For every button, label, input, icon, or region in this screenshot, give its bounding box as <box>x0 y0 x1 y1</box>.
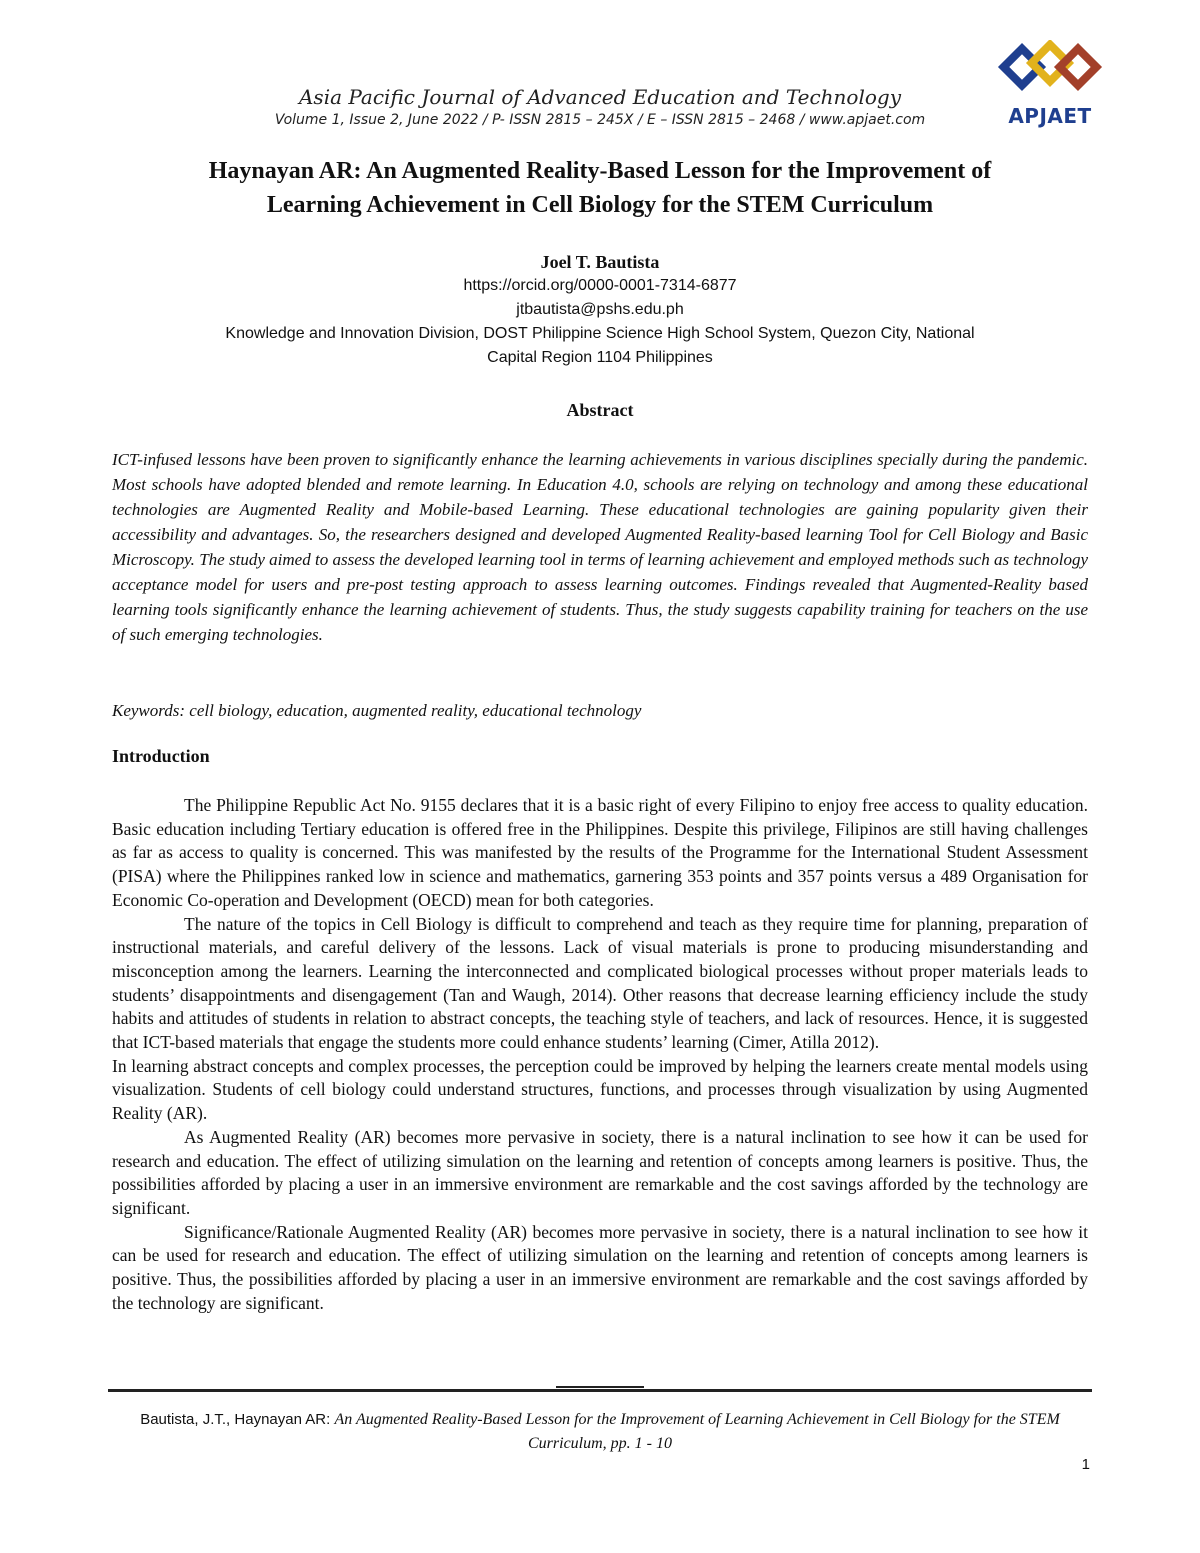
abstract-heading: Abstract <box>566 400 634 420</box>
intro-paragraph-2: The nature of the topics in Cell Biology is difficult to comprehend and teach as they require time for planning, preparation of instructional materials, and careful delivery of the lessons. Lack of visual materials is prone to producing misunderstanding and misconception among the learners. Learning the interconnected and complicated biological processes without proper materials leads to students’ disappointments and disengagement (Tan and Waugh, 2014). Other reasons that decrease learning efficiency include the study habits and attitudes of students in relation to abstract concepts, the teaching style of teachers, and lack of resources. Hence, it is suggested that ICT-based materials that engage the students more could enhance students’ learning (Cimer, Atilla 2012). <box>112 913 1088 1053</box>
intro-paragraph-4: As Augmented Reality (AR) becomes more pervasive in society, there is a natural inclination to see how it can be used for research and education. The effect of utilizing simulation on the learning and retention of concepts among learners is positive. Thus, the possibilities afforded by placing a user in an immersive environment are remarkable and the cost savings afforded by the technology are significant. <box>112 1126 1088 1218</box>
footer-divider <box>108 1389 1092 1392</box>
citation-title: An Augmented Reality-Based Lesson for the Improvement of Learning Achievement in Cell Biology for the STEM Curriculum, pp. 1 - 10 <box>334 1411 1060 1452</box>
introduction-body <box>112 794 1088 1315</box>
author-name: Joel T. Bautista <box>540 252 660 272</box>
author-affiliation-line-1: Knowledge and Innovation Division, DOST Philippine Science High School System, Quezon City, National <box>225 325 975 342</box>
intro-paragraph-5: Significance/Rationale Augmented Reality (AR) becomes more pervasive in society, there is a natural inclination to see how it can be used for research and education. The effect of utilizing simulation on the learning and retention of concepts among learners is positive. Thus, the possibilities afforded by placing a user in an immersive environment are remarkable and the cost savings afforded by the technology are significant. <box>112 1221 1088 1313</box>
title-line-1: Haynayan AR: An Augmented Reality-Based Lesson for the Improvement of <box>208 158 992 184</box>
intro-paragraph-3: In learning abstract concepts and complex processes, the perception could be improved by helping the learners create mental models using visualization. Students of cell biology could understand structures, functions, and processes through visualization by using Augmented Reality (AR). <box>112 1055 1088 1124</box>
journal-name: Asia Pacific Journal of Advanced Education and Technology <box>298 85 902 109</box>
intro-paragraph-1: The Philippine Republic Act No. 9155 declares that it is a basic right of every Filipino to enjoy free access to quality education. Basic education including Tertiary education is offered free in the Philippines. Despite this privilege, Filipinos are still having challenges as far as access to quality is concerned. This was manifested by the results of the Programme for the International Student Assessment (PISA) where the Philippines ranked low in science and mathematics, garnering 353 points and 357 points versus a 489 Organisation for Economic Co-operation and Development (OECD) mean for both categories. <box>112 795 1088 910</box>
logo-diamonds-icon <box>995 40 1105 102</box>
footer-divider-mark <box>556 1386 644 1388</box>
keywords: Keywords: cell biology, education, augmented reality, educational technology <box>112 701 642 720</box>
paper-title <box>100 154 1100 222</box>
author-email[interactable]: jtbautista@pshs.edu.ph <box>516 301 684 318</box>
author-affiliation-line-2: Capital Region 1104 Philippines <box>487 349 713 366</box>
journal-info: Volume 1, Issue 2, June 2022 / P- ISSN 2815 – 245X / E – ISSN 2815 – 2468 / www.apjaet.com <box>274 112 926 128</box>
title-line-2: Learning Achievement in Cell Biology for the STEM Curriculum <box>266 192 934 218</box>
author-block <box>100 250 1100 370</box>
logo-text: APJAET <box>1008 104 1092 128</box>
citation-prefix: Bautista, J.T., Haynayan AR: <box>140 1411 335 1428</box>
footer-citation <box>100 1408 1100 1456</box>
abstract-text: ICT-infused lessons have been proven to significantly enhance the learning achievements in various disciplines specially during the pandemic. Most schools have adopted blended and remote learning. In Education 4.0, schools are relying on technology and among these educational technologies are Augmented Reality and Mobile-based Learning. These educational technologies are gaining popularity given their accessibility and advantages. So, the researchers designed and developed Augmented Reality-based learning Tool for Cell Biology and Basic Microscopy. The study aimed to assess the developed learning tool in terms of learning achievement and employed methods such as technology acceptance model for users and pre-post testing approach to assess learning outcomes. Findings revealed that Augmented-Reality based learning tools significantly enhance the learning achievement of students. Thus, the study suggests capability training for teachers on the use of such emerging technologies. <box>112 450 1088 644</box>
page-number: 1 <box>1081 1456 1090 1473</box>
apjaet-logo <box>995 40 1105 136</box>
author-orcid[interactable]: https://orcid.org/0000-0001-7314-6877 <box>463 277 737 294</box>
introduction-heading: Introduction <box>112 746 210 766</box>
